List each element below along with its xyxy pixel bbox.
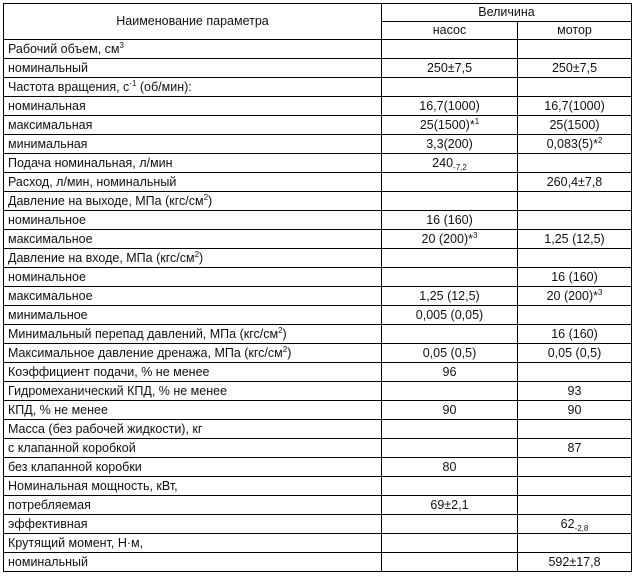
parameter-label-cell bbox=[4, 515, 382, 534]
motor-value-cell bbox=[518, 515, 632, 534]
parameter-label-cell bbox=[4, 496, 382, 515]
motor-value-cell bbox=[518, 344, 632, 363]
table-row bbox=[4, 325, 632, 344]
parameter-label: минимальная bbox=[8, 136, 88, 151]
parameter-label: Частота вращения, с bbox=[8, 79, 130, 94]
motor-value: 93 bbox=[567, 383, 582, 398]
parameter-label: Рабочий объем, см bbox=[8, 41, 120, 56]
parameter-label: потребляемая bbox=[8, 497, 91, 512]
motor-value-cell bbox=[518, 477, 632, 496]
motor-value: 16 (160) bbox=[551, 269, 598, 284]
parameter-label: Давление на входе, МПа (кгс/см bbox=[8, 250, 195, 265]
motor-value: 20 (200)* bbox=[546, 288, 598, 303]
motor-value-cell bbox=[518, 287, 632, 306]
table-row bbox=[4, 135, 632, 154]
pump-value-cell bbox=[382, 211, 518, 230]
pump-value: 0,005 (0,05) bbox=[415, 307, 484, 322]
parameter-label-cell bbox=[4, 173, 382, 192]
table-row bbox=[4, 249, 632, 268]
parameter-label-cell bbox=[4, 344, 382, 363]
parameter-label-cell bbox=[4, 439, 382, 458]
motor-value-cell bbox=[518, 268, 632, 287]
motor-value: 16,7(1000) bbox=[544, 98, 605, 113]
motor-value-cell bbox=[518, 306, 632, 325]
pump-value-cell bbox=[382, 344, 518, 363]
label-superscript: 2 bbox=[194, 249, 200, 259]
table-row bbox=[4, 154, 632, 173]
table-row bbox=[4, 401, 632, 420]
motor-value-cell bbox=[518, 211, 632, 230]
label-superscript: 2 bbox=[203, 192, 209, 202]
parameter-label: Давление на выходе, МПа (кгс/см bbox=[8, 193, 204, 208]
motor-value: 25(1500) bbox=[549, 117, 600, 132]
motor-value-cell bbox=[518, 553, 632, 572]
pump-value-cell bbox=[382, 40, 518, 59]
pump-value-cell bbox=[382, 325, 518, 344]
motor-value: 1,25 (12,5) bbox=[544, 231, 605, 246]
pump-value-cell bbox=[382, 154, 518, 173]
parameters-table bbox=[3, 3, 632, 572]
parameter-label: эффективная bbox=[8, 516, 88, 531]
table-row bbox=[4, 420, 632, 439]
pump-value-cell bbox=[382, 287, 518, 306]
pump-value-cell bbox=[382, 192, 518, 211]
parameter-label-cell bbox=[4, 59, 382, 78]
parameter-label: номинальное bbox=[8, 212, 86, 227]
pump-value-superscript: 1 bbox=[474, 116, 480, 126]
value-group-header: Величина bbox=[382, 4, 632, 22]
label-superscript: 2 bbox=[282, 344, 288, 354]
pump-value: 96 bbox=[442, 364, 457, 379]
pump-value: 1,25 (12,5) bbox=[419, 288, 480, 303]
pump-value-cell bbox=[382, 401, 518, 420]
motor-value-cell bbox=[518, 534, 632, 553]
table-row bbox=[4, 78, 632, 97]
parameter-label-suffix: ) bbox=[282, 326, 287, 341]
motor-value-cell bbox=[518, 249, 632, 268]
motor-value-cell bbox=[518, 496, 632, 515]
parameter-label: Номинальная мощность, кВт, bbox=[8, 478, 178, 493]
pump-value-cell bbox=[382, 78, 518, 97]
motor-value-cell bbox=[518, 116, 632, 135]
parameter-label-cell bbox=[4, 477, 382, 496]
table-row bbox=[4, 344, 632, 363]
pump-value-cell bbox=[382, 306, 518, 325]
table-row bbox=[4, 40, 632, 59]
pump-value-cell bbox=[382, 59, 518, 78]
parameter-label-cell bbox=[4, 78, 382, 97]
table-row bbox=[4, 59, 632, 78]
pump-value: 16,7(1000) bbox=[419, 98, 480, 113]
table-body bbox=[4, 40, 632, 572]
table-row bbox=[4, 458, 632, 477]
pump-value: 3,3(200) bbox=[426, 136, 473, 151]
table-row bbox=[4, 534, 632, 553]
parameter-label-cell bbox=[4, 306, 382, 325]
label-superscript: 2 bbox=[278, 325, 283, 335]
pump-value-cell bbox=[382, 420, 518, 439]
motor-value-cell bbox=[518, 40, 632, 59]
parameter-label-cell bbox=[4, 363, 382, 382]
parameter-label: Минимальный перепад давлений, МПа (кгс/см bbox=[8, 326, 279, 341]
motor-value: 87 bbox=[567, 440, 582, 455]
motor-value-cell bbox=[518, 363, 632, 382]
motor-value-cell bbox=[518, 135, 632, 154]
motor-value-cell bbox=[518, 230, 632, 249]
parameter-label: Расход, л/мин, номинальный bbox=[8, 174, 177, 189]
parameter-label-cell bbox=[4, 458, 382, 477]
motor-value-cell bbox=[518, 78, 632, 97]
motor-value: 0,083(5)* bbox=[546, 136, 598, 151]
pump-value: 16 (160) bbox=[426, 212, 473, 227]
parameter-label-cell bbox=[4, 211, 382, 230]
label-superscript: 3 bbox=[119, 40, 124, 50]
motor-value-cell bbox=[518, 154, 632, 173]
parameter-label-suffix: (об/мин): bbox=[136, 79, 192, 94]
parameter-label: Коэффициент подачи, % не менее bbox=[8, 364, 210, 379]
motor-value-superscript: 2 bbox=[598, 135, 603, 145]
parameter-label-cell bbox=[4, 287, 382, 306]
motor-value: 0,05 (0,5) bbox=[547, 345, 602, 360]
parameter-label-cell bbox=[4, 97, 382, 116]
parameter-label: Максимальное давление дренажа, МПа (кгс/см bbox=[8, 345, 283, 360]
table-row bbox=[4, 268, 632, 287]
parameter-label-cell bbox=[4, 249, 382, 268]
pump-value-cell bbox=[382, 458, 518, 477]
parameter-label-suffix: ) bbox=[208, 193, 213, 208]
parameter-label: максимальное bbox=[8, 231, 93, 246]
motor-value-cell bbox=[518, 192, 632, 211]
parameter-label: максимальная bbox=[8, 117, 93, 132]
pump-value-cell bbox=[382, 477, 518, 496]
parameter-label-cell bbox=[4, 192, 382, 211]
motor-value: 62 bbox=[560, 516, 575, 531]
pump-value-cell bbox=[382, 534, 518, 553]
parameter-label: номинальная bbox=[8, 98, 86, 113]
pump-value: 240 bbox=[432, 155, 454, 170]
motor-value-cell bbox=[518, 173, 632, 192]
motor-value-cell bbox=[518, 420, 632, 439]
table-row bbox=[4, 553, 632, 572]
parameter-label-cell bbox=[4, 382, 382, 401]
motor-value-cell bbox=[518, 439, 632, 458]
table-row bbox=[4, 230, 632, 249]
parameter-label: максимальное bbox=[8, 288, 93, 303]
parameter-label-cell bbox=[4, 230, 382, 249]
table-row bbox=[4, 477, 632, 496]
table-row bbox=[4, 306, 632, 325]
table-row bbox=[4, 287, 632, 306]
pump-value-cell bbox=[382, 268, 518, 287]
parameter-label: Масса (без рабочей жидкости), кг bbox=[8, 421, 203, 436]
label-superscript: -1 bbox=[129, 78, 137, 88]
table-row bbox=[4, 97, 632, 116]
table-row bbox=[4, 382, 632, 401]
parameter-label-cell bbox=[4, 401, 382, 420]
motor-value: 16 (160) bbox=[551, 326, 598, 341]
table-row bbox=[4, 192, 632, 211]
pump-value-cell bbox=[382, 116, 518, 135]
motor-value: 250±7,5 bbox=[551, 60, 598, 75]
pump-value: 250±7,5 bbox=[426, 60, 473, 75]
pump-value-cell bbox=[382, 439, 518, 458]
pump-value-cell bbox=[382, 249, 518, 268]
parameter-label-cell bbox=[4, 553, 382, 572]
pump-value-cell bbox=[382, 230, 518, 249]
pump-value: 69±2,1 bbox=[430, 497, 469, 512]
motor-value: 90 bbox=[567, 402, 582, 417]
pump-value-cell bbox=[382, 553, 518, 572]
pump-value-cell bbox=[382, 515, 518, 534]
pump-value: 0,05 (0,5) bbox=[422, 345, 477, 360]
parameter-label-cell bbox=[4, 268, 382, 287]
param-name-header: Наименование параметра bbox=[4, 4, 382, 40]
parameter-label-cell bbox=[4, 534, 382, 553]
table-row bbox=[4, 496, 632, 515]
motor-value: 260,4±7,8 bbox=[546, 174, 603, 189]
parameter-label: без клапанной коробки bbox=[8, 459, 142, 474]
pump-value-superscript: 3 bbox=[472, 230, 478, 240]
motor-value-cell bbox=[518, 458, 632, 477]
parameter-label: минимальное bbox=[8, 307, 88, 322]
table-row bbox=[4, 439, 632, 458]
parameter-label-cell bbox=[4, 116, 382, 135]
pump-value-cell bbox=[382, 135, 518, 154]
pump-value: 20 (200)* bbox=[421, 231, 473, 246]
table-row bbox=[4, 515, 632, 534]
pump-value-cell bbox=[382, 173, 518, 192]
motor-value-subscript: -2,8 bbox=[574, 523, 589, 533]
table-header bbox=[4, 4, 632, 40]
motor-value-cell bbox=[518, 401, 632, 420]
parameter-label: КПД, % не менее bbox=[8, 402, 108, 417]
parameter-label-suffix: ) bbox=[199, 250, 204, 265]
pump-value: 90 bbox=[442, 402, 457, 417]
pump-value-cell bbox=[382, 97, 518, 116]
pump-value-cell bbox=[382, 382, 518, 401]
parameter-label: Подача номинальная, л/мин bbox=[8, 155, 173, 170]
pump-value-cell bbox=[382, 496, 518, 515]
parameter-label-cell bbox=[4, 325, 382, 344]
parameter-label-cell bbox=[4, 420, 382, 439]
parameter-label: Гидромеханический КПД, % не менее bbox=[8, 383, 228, 398]
parameter-label: Крутящий момент, Н·м, bbox=[8, 535, 144, 550]
motor-value-cell bbox=[518, 325, 632, 344]
pump-value: 25(1500)* bbox=[419, 117, 475, 132]
parameter-label-suffix: ) bbox=[287, 345, 292, 360]
parameter-label: номинальное bbox=[8, 269, 86, 284]
motor-value: 592±17,8 bbox=[548, 554, 601, 569]
parameter-label: с клапанной коробкой bbox=[8, 440, 136, 455]
motor-column-header: мотор bbox=[518, 22, 632, 40]
parameter-label-cell bbox=[4, 154, 382, 173]
table-row bbox=[4, 116, 632, 135]
pump-value-subscript: -7,2 bbox=[453, 162, 467, 172]
motor-value-cell bbox=[518, 382, 632, 401]
pump-value: 80 bbox=[442, 459, 457, 474]
parameter-label: номинальный bbox=[8, 554, 88, 569]
table-row bbox=[4, 211, 632, 230]
motor-value-superscript: 3 bbox=[598, 287, 603, 297]
table-row bbox=[4, 173, 632, 192]
motor-value-cell bbox=[518, 97, 632, 116]
table-row bbox=[4, 363, 632, 382]
parameter-label-cell bbox=[4, 135, 382, 154]
motor-value-cell bbox=[518, 59, 632, 78]
pump-value-cell bbox=[382, 363, 518, 382]
parameter-label: номинальный bbox=[8, 60, 88, 75]
pump-column-header: насос bbox=[382, 22, 518, 40]
parameter-label-cell bbox=[4, 40, 382, 59]
